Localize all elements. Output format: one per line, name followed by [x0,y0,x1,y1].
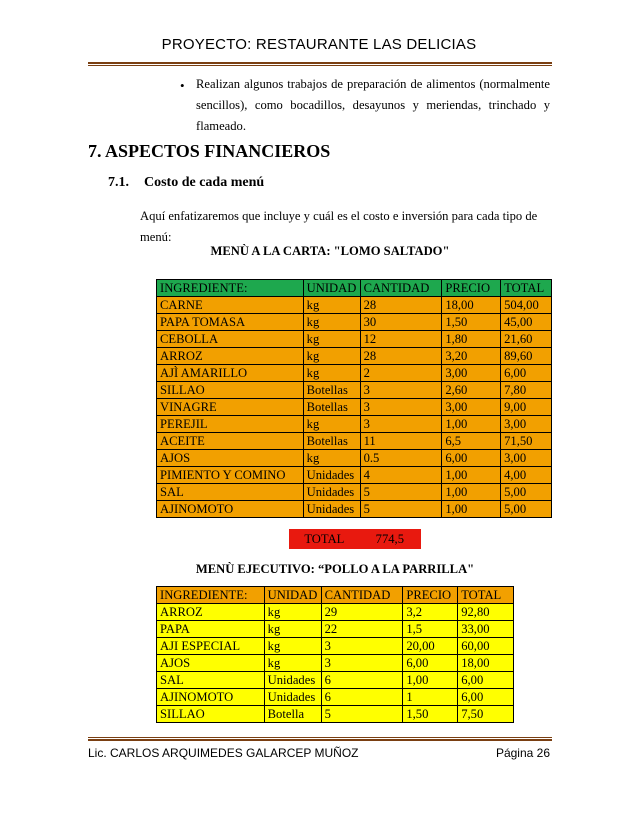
table-cell: AJOS [157,655,265,672]
table-cell: 6,00 [442,450,501,467]
table-cell: Botella [264,706,321,723]
column-header: UNIDAD [264,587,321,604]
bullet-line: Realizan algunos trabajos de preparación de alimentos (normalmente [196,77,550,91]
table-cell: Unidades [264,672,321,689]
table-cell: 1,00 [442,484,501,501]
table-cell: 89,60 [501,348,552,365]
table-cell: CARNE [157,297,304,314]
table-cell: AJINOMOTO [157,689,265,706]
menu-ejecutivo-caption: MENÙ EJECUTIVO: “POLLO A LA PARRILLA" [195,562,475,576]
table-cell: kg [264,621,321,638]
table-cell: ARROZ [157,604,265,621]
table-cell: 3,20 [442,348,501,365]
table-cell: 6 [321,672,403,689]
section-heading: 7. ASPECTOS FINANCIEROS [88,141,331,161]
subsection-title: Costo de cada menú [144,175,265,190]
table-cell: 28 [360,297,442,314]
column-header: TOTAL [458,587,514,604]
table-cell: 45,00 [501,314,552,331]
table-row [157,365,552,382]
table-cell: Unidades [303,467,360,484]
table-cell: 6,00 [458,672,514,689]
table-cell: 1,50 [403,706,458,723]
intro-line: menú: [140,230,172,244]
table-row [157,689,514,706]
table-cell: SILLAO [157,382,304,399]
table-cell: 3,2 [403,604,458,621]
table-row [157,604,514,621]
table-cell: 6,00 [501,365,552,382]
table-cell: 6,5 [442,433,501,450]
table-cell: 21,60 [501,331,552,348]
table-cell: kg [303,297,360,314]
table-row [157,501,552,518]
table-cell: kg [303,365,360,382]
table-cell: 33,00 [458,621,514,638]
table-cell: 1,00 [442,501,501,518]
column-header: PRECIO [403,587,458,604]
table-cell: 92,80 [458,604,514,621]
table-cell: VINAGRE [157,399,304,416]
table-cell: CEBOLLA [157,331,304,348]
table-row [157,638,514,655]
column-header: UNIDAD [303,280,360,297]
table-cell: Unidades [303,501,360,518]
total-label: TOTAL [290,530,360,549]
table-cell: 4 [360,467,442,484]
table-cell: 5,00 [501,501,552,518]
table-cell: 7,80 [501,382,552,399]
table-cell: Unidades [264,689,321,706]
bullet-line: flameado. [196,119,246,133]
header-divider [88,62,552,64]
header-divider-thin [88,65,552,66]
subsection-heading [108,175,264,191]
footer-page-number: Página 26 [495,746,550,760]
table-cell: 1,80 [442,331,501,348]
table-row [157,655,514,672]
table-row [157,348,552,365]
table-cell: 11 [360,433,442,450]
footer-divider [88,739,552,741]
table-row [157,672,514,689]
intro-paragraph [140,206,545,248]
table-cell: kg [303,416,360,433]
table-row [157,433,552,450]
table-cell: 3,00 [442,365,501,382]
table-row [157,484,552,501]
table-row [157,382,552,399]
table-cell: 18,00 [458,655,514,672]
bullet-paragraph [196,74,550,137]
column-header: PRECIO [442,280,501,297]
table-cell: 22 [321,621,403,638]
table-cell: AJOS [157,450,304,467]
total-value: 774,5 [359,530,420,549]
table-cell: 2 [360,365,442,382]
table-cell: PIMIENTO Y COMINO [157,467,304,484]
table-cell: 1,50 [442,314,501,331]
subsection-number: 7.1. [108,175,129,190]
table-row [157,706,514,723]
table-cell: 6,00 [403,655,458,672]
table-cell: AJINOMOTO [157,501,304,518]
table-cell: 3 [360,399,442,416]
table-cell: 7,50 [458,706,514,723]
bullet-line: sencillos), como bocadillos, desayunos y meriendas, trinchado y [196,98,550,112]
intro-line: Aquí enfatizaremos que incluye y cuál es el costo e inversión para cada tipo de [140,209,538,223]
table-row [157,297,552,314]
footer-divider-thin [88,737,552,738]
table-cell: 504,00 [501,297,552,314]
table-cell: kg [303,348,360,365]
table-cell: kg [303,314,360,331]
footer-author: Lic. CARLOS ARQUIMEDES GALARCEP MUÑOZ [88,746,359,760]
table-cell: 4,00 [501,467,552,484]
table-row [157,399,552,416]
table-cell: kg [303,331,360,348]
table-cell: 3 [360,382,442,399]
table-cell: 30 [360,314,442,331]
table-row [157,314,552,331]
table-cell: Unidades [303,484,360,501]
table-header-row [157,587,514,604]
bullet-marker: • [180,78,185,93]
table-cell: 5 [321,706,403,723]
table-cell: ARROZ [157,348,304,365]
table-cell: kg [303,450,360,467]
table-cell: 3 [321,655,403,672]
table-cell: 5 [360,484,442,501]
table-cell: Botellas [303,433,360,450]
menu-carta-caption: MENÙ A LA CARTA: "LOMO SALTADO" [210,244,450,258]
table-cell: Botellas [303,382,360,399]
table-cell: 20,00 [403,638,458,655]
table-row [157,621,514,638]
table-cell: PEREJIL [157,416,304,433]
table-cell: 3,00 [442,399,501,416]
table-cell: 3 [321,638,403,655]
column-header: INGREDIENTE: [157,280,304,297]
table-cell: SAL [157,484,304,501]
column-header: INGREDIENTE: [157,587,265,604]
table-cell: 6 [321,689,403,706]
table-cell: PAPA [157,621,265,638]
table-cell: SILLAO [157,706,265,723]
table-cell: ACEITE [157,433,304,450]
table-row [157,450,552,467]
table-cell: kg [264,604,321,621]
table-cell: 6,00 [458,689,514,706]
menu-carta-table [156,279,552,518]
table-cell: 1,5 [403,621,458,638]
table-cell: 28 [360,348,442,365]
column-header: CANTIDAD [321,587,403,604]
table-cell: AJI ESPECIAL [157,638,265,655]
page-header-title: PROYECTO: RESTAURANTE LAS DELICIAS [161,36,477,53]
table-cell: 60,00 [458,638,514,655]
column-header: TOTAL [501,280,552,297]
table-cell: kg [264,655,321,672]
table-cell: 1,00 [442,416,501,433]
column-header: CANTIDAD [360,280,442,297]
table-row [157,416,552,433]
table-cell: 1 [403,689,458,706]
table-header-row [157,280,552,297]
table-cell: 5,00 [501,484,552,501]
table-cell: 5 [360,501,442,518]
table-cell: 0.5 [360,450,442,467]
table-cell: 1,00 [442,467,501,484]
table-cell: 3,00 [501,450,552,467]
table-row [157,467,552,484]
table-cell: PAPA TOMASA [157,314,304,331]
table-cell: kg [264,638,321,655]
table-cell: 2,60 [442,382,501,399]
table-cell: 71,50 [501,433,552,450]
table-cell: SAL [157,672,265,689]
table-cell: Botellas [303,399,360,416]
table-cell: 3 [360,416,442,433]
table-cell: 3,00 [501,416,552,433]
menu-carta-total-box [289,529,421,547]
table-row [157,331,552,348]
table-cell: AJÌ AMARILLO [157,365,304,382]
table-cell: 1,00 [403,672,458,689]
table-cell: 29 [321,604,403,621]
table-cell: 9,00 [501,399,552,416]
menu-ejecutivo-table [156,586,514,723]
table-cell: 18,00 [442,297,501,314]
table-cell: 12 [360,331,442,348]
